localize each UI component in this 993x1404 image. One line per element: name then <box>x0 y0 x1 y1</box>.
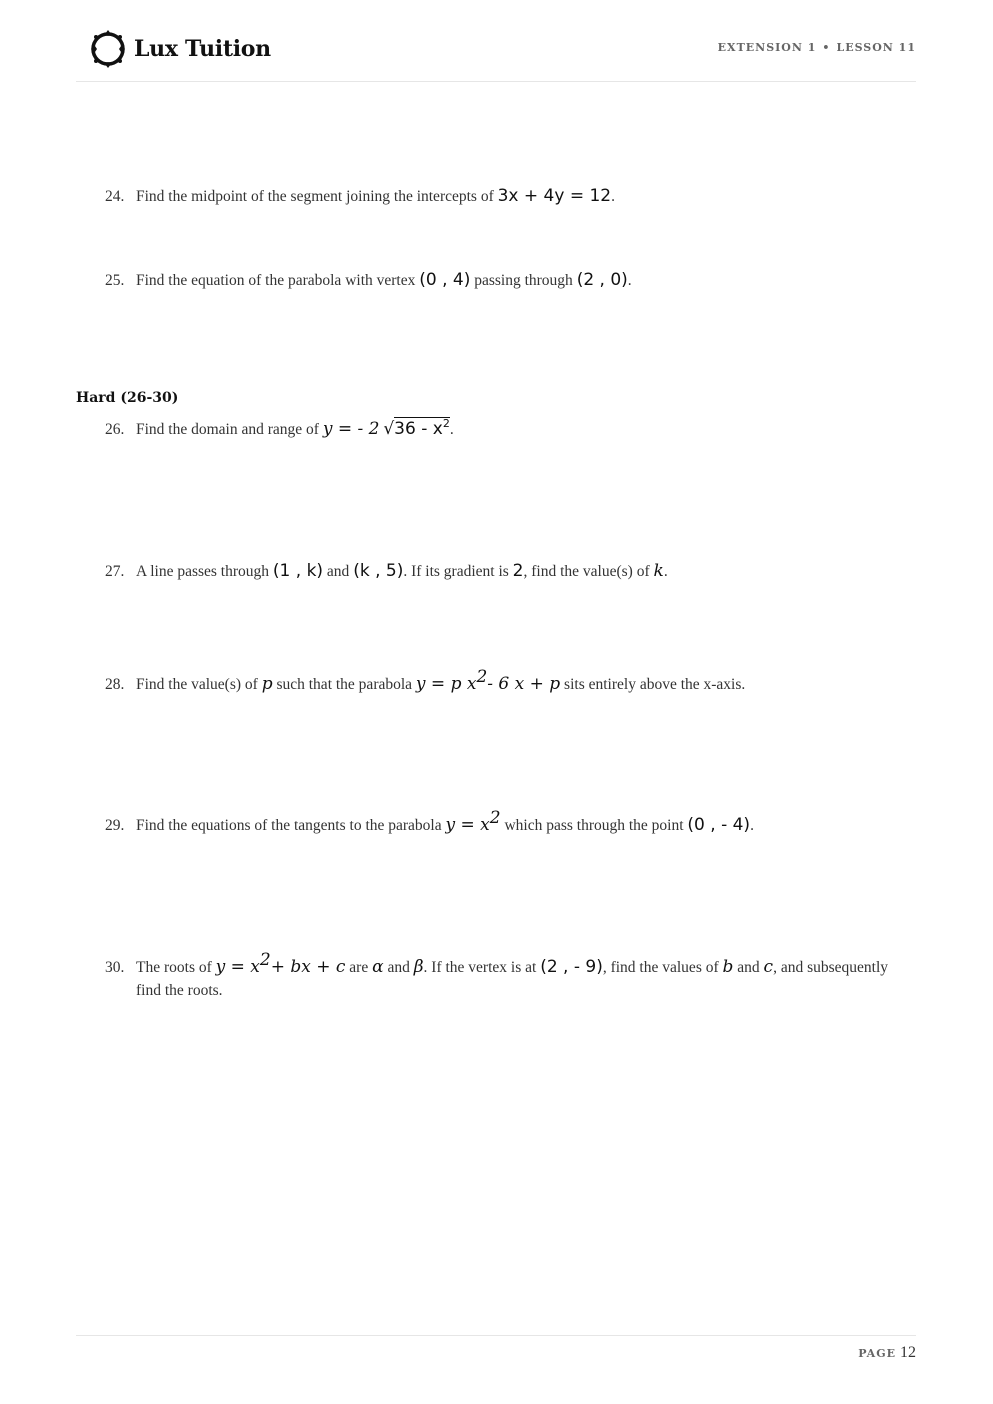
punctuation: . <box>750 817 754 834</box>
sqrt-icon: √ <box>383 419 395 439</box>
question-number: 25. <box>105 272 125 289</box>
variable-p: p <box>261 674 273 694</box>
page-number: 12 <box>900 1344 916 1361</box>
equation-part: + bx + c <box>270 957 346 977</box>
question-text: , and subsequently find the roots. <box>136 959 889 999</box>
variable-k: k <box>653 561 664 581</box>
page-label: PAGE <box>858 1347 896 1360</box>
passing-point: (2 , 0) <box>576 270 628 290</box>
equation-left: y = - 2 <box>322 419 380 439</box>
equation-part: y = x <box>215 957 260 977</box>
lux-tuition-logo-icon <box>89 28 127 70</box>
gradient-value: 2 <box>512 561 524 581</box>
equation-part: - 6 x + p <box>487 674 561 694</box>
page-header <box>76 24 916 82</box>
question-text: Find the equation of the parabola with vertex <box>136 272 416 289</box>
vertex-point: (2 , - 9) <box>540 957 603 977</box>
header-separator: • <box>822 41 831 54</box>
question-text: . If the vertex is at <box>423 959 537 976</box>
equation-part: y = x <box>445 815 490 835</box>
question-text: . If its gradient is <box>403 563 509 580</box>
question-number: 29. <box>105 817 125 834</box>
exponent: 2 <box>489 808 501 828</box>
question-text: passing through <box>474 272 573 289</box>
question-text: Find the equations of the tangents to the parabola <box>136 817 442 834</box>
punctuation: . <box>627 272 632 289</box>
alpha-symbol: α <box>372 957 384 977</box>
point-two: (k , 5) <box>353 561 404 581</box>
exponent: 2 <box>476 667 488 687</box>
page-indicator <box>858 1344 916 1362</box>
question-text: such that the parabola <box>276 676 413 693</box>
question-number: 26. <box>105 421 125 438</box>
question-text: The roots of <box>136 959 212 976</box>
lesson-number: LESSON 11 <box>836 41 916 54</box>
page-footer <box>76 1335 916 1361</box>
punctuation: . <box>449 421 454 438</box>
vertex-point: (0 , 4) <box>419 270 471 290</box>
logo <box>89 28 271 70</box>
lesson-label <box>718 41 916 54</box>
question-text: which pass through the point <box>504 817 684 834</box>
brand-name: Lux Tuition <box>134 36 271 62</box>
question-text: , find the value(s) of <box>523 563 650 580</box>
question-text: A line passes through <box>136 563 270 580</box>
question-text: and <box>387 959 410 976</box>
question-number: 28. <box>105 676 125 693</box>
question-text: Find the midpoint of the segment joining the intercepts of <box>136 188 494 205</box>
equation: 3x + 4y = 12 <box>497 186 612 206</box>
exponent: 2 <box>259 950 271 970</box>
equation-part: y = p x <box>415 674 477 694</box>
beta-symbol: β <box>413 957 424 977</box>
question-number: 27. <box>105 563 125 580</box>
exponent: 2 <box>442 417 450 430</box>
question-text: Find the domain and range of <box>136 421 319 438</box>
point-one: (1 , k) <box>272 561 324 581</box>
question-number: 24. <box>105 188 125 205</box>
punctuation: . <box>611 188 615 205</box>
course-name: EXTENSION 1 <box>717 41 817 54</box>
question-text: and <box>737 959 760 976</box>
point: (0 , - 4) <box>687 815 751 835</box>
section-heading-hard: Hard (26-30) <box>76 390 179 406</box>
question-text: Find the value(s) of <box>136 676 258 693</box>
question-text: are <box>349 959 369 976</box>
sqrt-radicand <box>394 417 450 439</box>
variable-c: c <box>763 957 774 977</box>
question-text: sits entirely above the x-axis. <box>564 676 746 693</box>
punctuation: . <box>663 563 668 580</box>
question-text: and <box>326 563 350 580</box>
variable-b: b <box>722 957 734 977</box>
question-text: , find the values of <box>602 959 719 976</box>
radicand-text: 36 - x <box>394 419 443 439</box>
question-number: 30. <box>105 959 125 976</box>
